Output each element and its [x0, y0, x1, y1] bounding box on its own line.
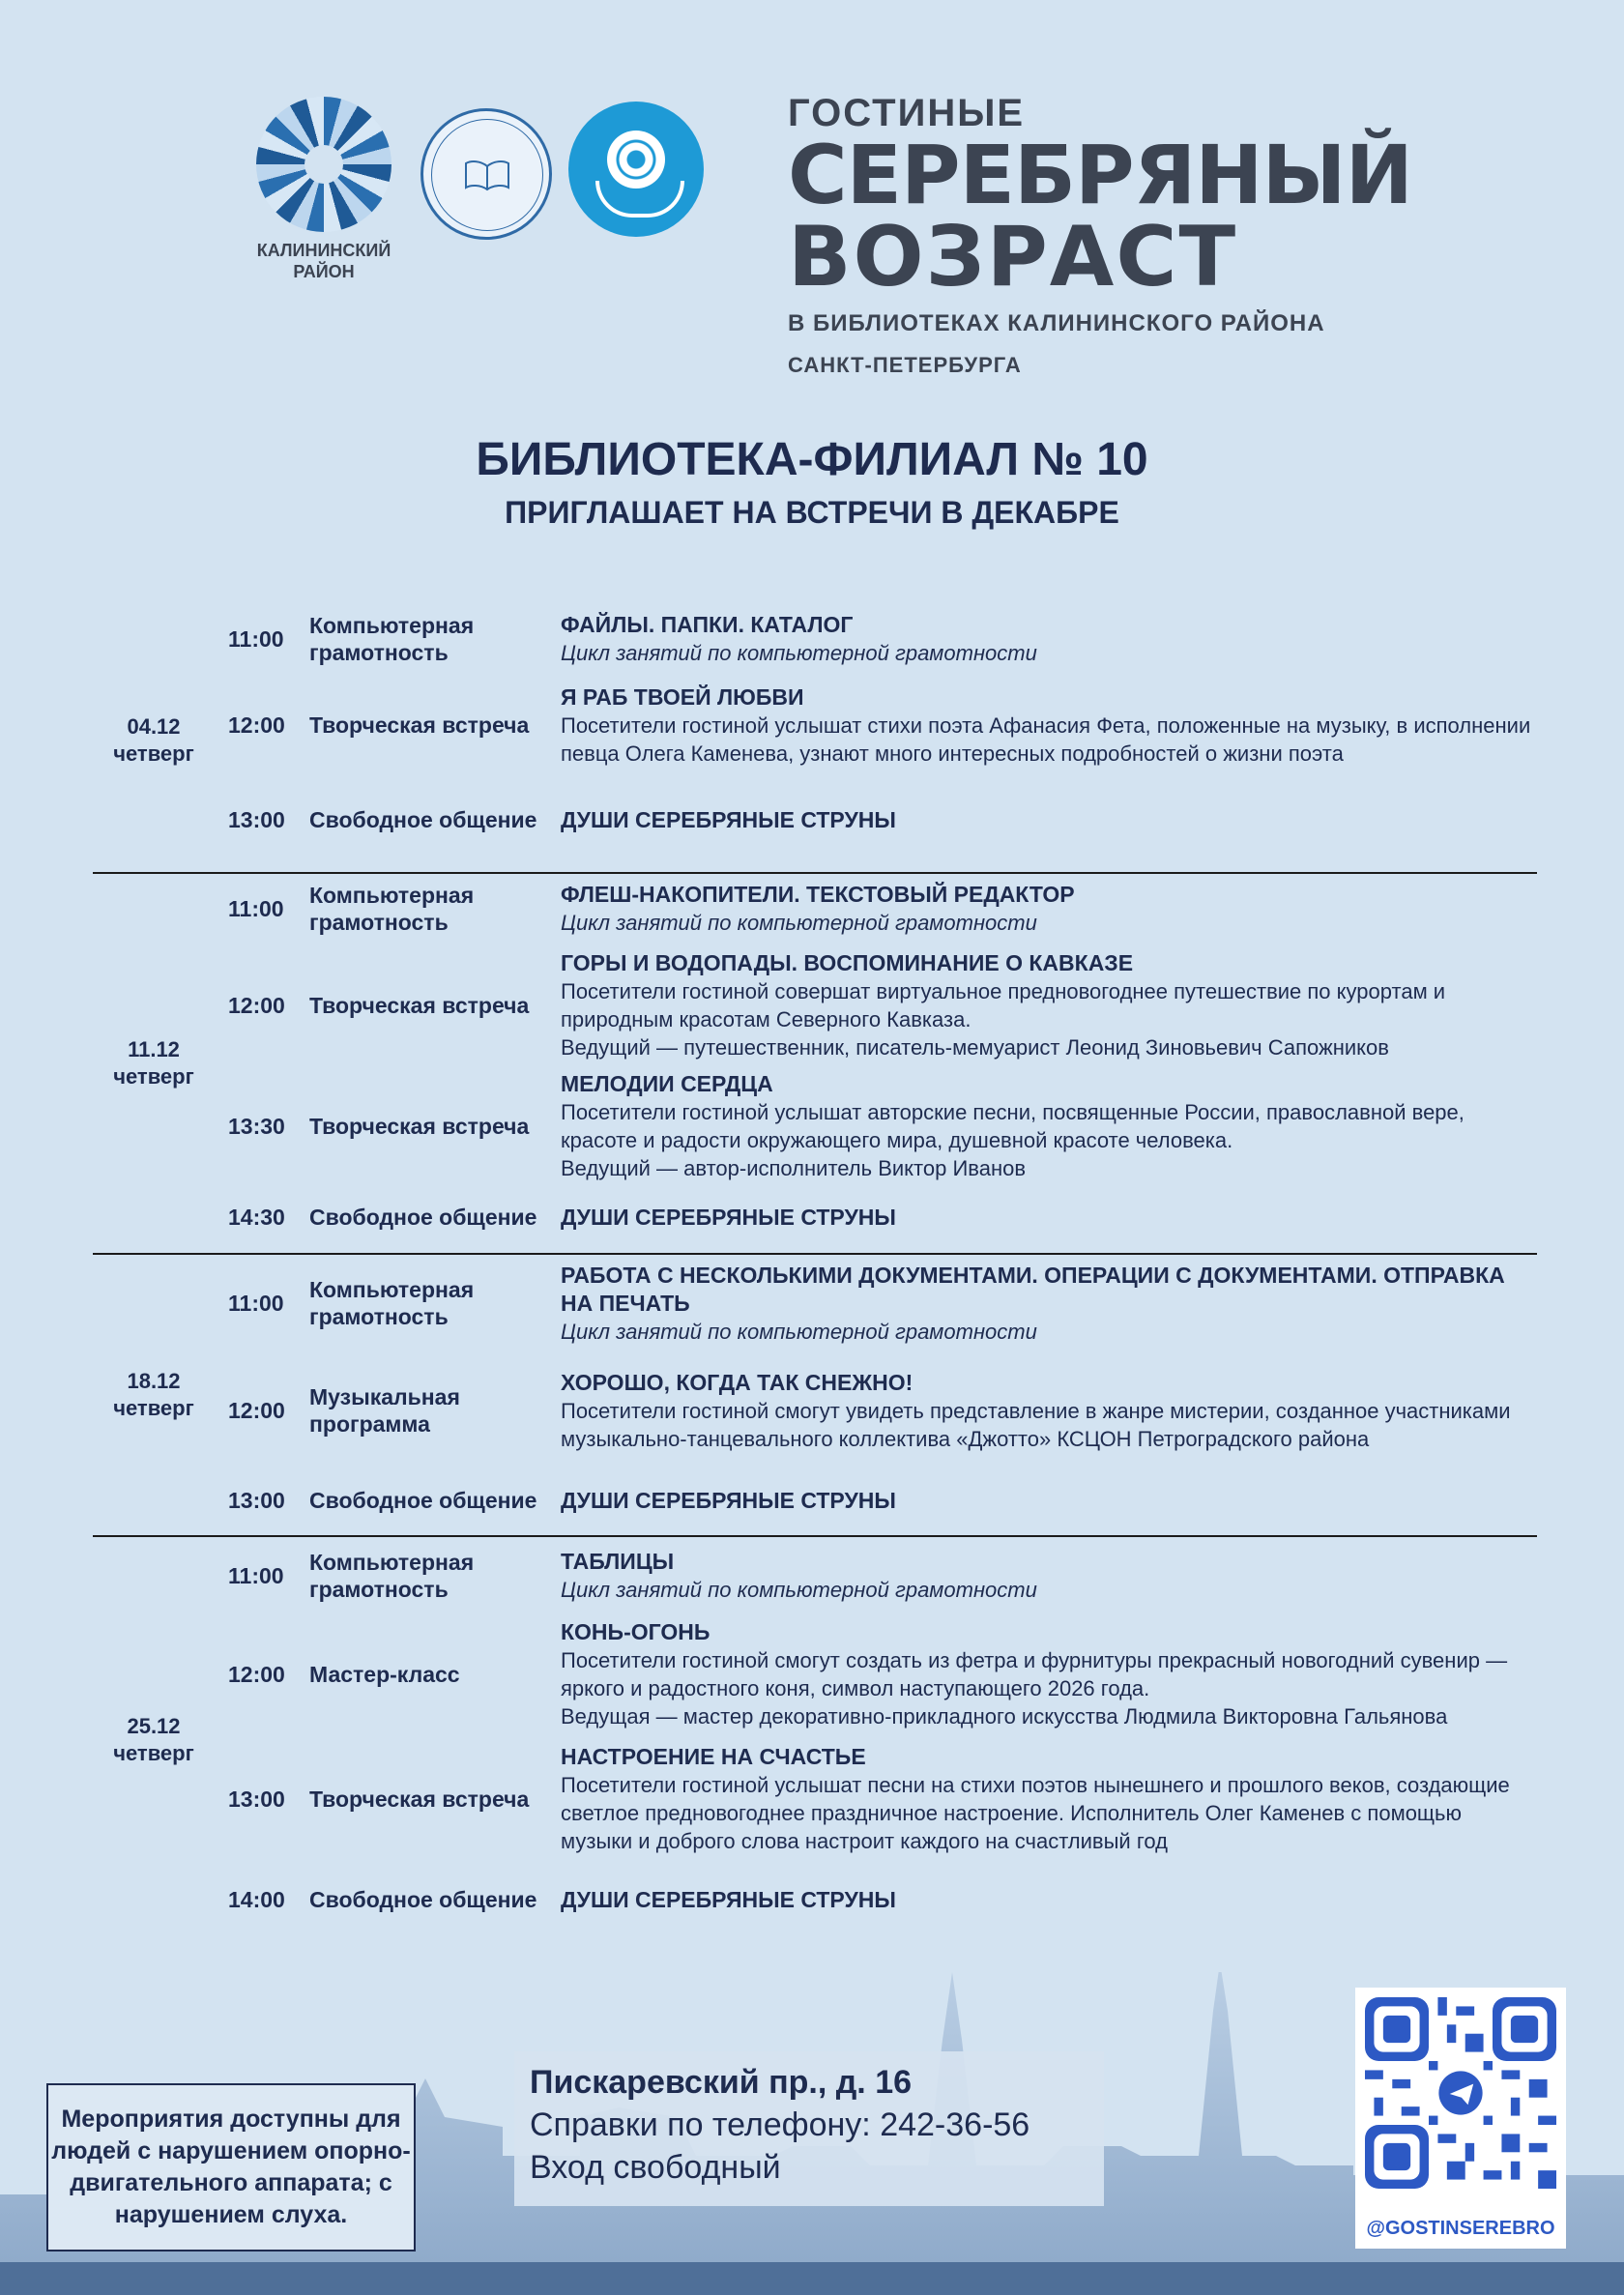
- day-label: [93, 1255, 215, 1535]
- event-row: [228, 781, 1537, 858]
- event-time: 14:00: [228, 1886, 285, 1912]
- open-book-icon: [463, 159, 511, 191]
- library-system-logo: [420, 108, 552, 240]
- event-title: ДУШИ СЕРЕБРЯНЫЕ СТРУНЫ: [561, 1886, 896, 1912]
- event-title: НАСТРОЕНИЕ НА СЧАСТЬЕ: [561, 1744, 866, 1769]
- event-description: Посетители гостиной услышат авторские песни, посвященные России, православной вере, красоте и радости окружающего мира, душевной красоте человека.: [561, 1100, 1464, 1152]
- event-row: [228, 1734, 1537, 1864]
- district-emblem-icon: [256, 97, 392, 232]
- event-description: Посетители гостиной услышат стихи поэта Афанасия Фета, положенные на музыку, в исполнении певца Олега Каменева, узнают много интересных подробностей о жизни поэта: [561, 712, 1531, 766]
- day-weekday: четверг: [113, 1064, 194, 1089]
- day-block: [93, 1255, 1537, 1537]
- brand-logo: [788, 92, 1412, 378]
- address-box: [514, 2051, 1104, 2206]
- event-type: Свободное общение: [309, 1205, 537, 1230]
- brand-line4: В БИБЛИОТЕКАХ КАЛИНИНСКОГО РАЙОНА: [788, 310, 1325, 336]
- event-time: 11:00: [228, 625, 284, 652]
- qr-code[interactable]: [1355, 1988, 1566, 2249]
- address: Пискаревский пр., д. 16: [530, 2064, 913, 2101]
- event-time: 12:00: [228, 712, 285, 738]
- entry-info: Вход свободный: [530, 2149, 781, 2186]
- brand-line5: САНКТ-ПЕТЕРБУРГА: [788, 353, 1022, 377]
- social-service-logo: [568, 102, 704, 237]
- day-label: [93, 874, 215, 1253]
- event-title: ФЛЕШ-НАКОПИТЕЛИ. ТЕКСТОВЫЙ РЕДАКТОР: [561, 882, 1075, 907]
- event-row: [228, 609, 1537, 669]
- event-type: Компьютерная грамотность: [309, 1277, 475, 1329]
- event-title: МЕЛОДИИ СЕРДЦА: [561, 1071, 773, 1096]
- event-time: 13:30: [228, 1113, 285, 1139]
- district-logo-line1: КАЛИНИНСКИЙ: [256, 241, 392, 260]
- event-description: Посетители гостиной смогут увидеть представление в жанре мистерии, созданное участниками музыкально-танцевального коллектива «Джотто» КСЦОН Петроградского района: [561, 1398, 1511, 1451]
- event-subtitle: Цикл занятий по компьютерной грамотности: [561, 641, 1037, 665]
- event-time: 11:00: [228, 895, 284, 921]
- day-date: 04.12: [127, 714, 181, 739]
- day-block: [93, 874, 1537, 1255]
- event-title: ТАБЛИЦЫ: [561, 1549, 675, 1574]
- event-row: [228, 1864, 1537, 1935]
- event-title: ДУШИ СЕРЕБРЯНЫЕ СТРУНЫ: [561, 806, 896, 832]
- district-logo-line2: РАЙОН: [293, 262, 355, 281]
- phone-info: Справки по телефону: 242-36-56: [530, 2106, 1030, 2143]
- telegram-handle[interactable]: @GOSTINSEREBRO: [1366, 2218, 1555, 2239]
- event-description: Посетители гостиной совершат виртуальное предновогоднее путешествие по курортам и природным красотам Северного Кавказа.: [561, 979, 1446, 1031]
- event-row: [228, 1614, 1537, 1734]
- hands-icon: [595, 181, 684, 218]
- event-type: Творческая встреча: [309, 712, 530, 738]
- day-weekday: четверг: [113, 1741, 194, 1765]
- event-type: Компьютерная грамотность: [309, 883, 475, 935]
- day-block: [93, 1537, 1537, 1943]
- event-host: Ведущий — путешественник, писатель-мемуарист Леонид Зиновьевич Сапожников: [561, 1035, 1389, 1060]
- event-row: [228, 1469, 1537, 1531]
- event-time: 13:00: [228, 1786, 285, 1812]
- event-row: [228, 1255, 1537, 1351]
- event-time: 11:00: [228, 1562, 284, 1588]
- event-row: [228, 1537, 1537, 1614]
- event-type: Творческая встреча: [309, 993, 530, 1018]
- flower-icon: [607, 131, 665, 189]
- day-weekday: четверг: [113, 741, 194, 766]
- event-host: Ведущий — автор-исполнитель Виктор Иванов: [561, 1156, 1027, 1180]
- event-host: Ведущая — мастер декоративно-прикладного искусства Людмила Викторовна Гальянова: [561, 1704, 1448, 1729]
- event-row: [228, 1185, 1537, 1249]
- day-label: [93, 609, 215, 872]
- schedule: [93, 609, 1537, 1943]
- brand-line1: ГОСТИНЫЕ: [788, 92, 1026, 134]
- event-subtitle: Цикл занятий по компьютерной грамотности: [561, 1578, 1037, 1602]
- event-row: [228, 669, 1537, 781]
- day-date: 25.12: [127, 1714, 181, 1738]
- event-title: ДУШИ СЕРЕБРЯНЫЕ СТРУНЫ: [561, 1487, 896, 1513]
- event-type: Творческая встреча: [309, 1787, 530, 1812]
- event-time: 12:00: [228, 992, 285, 1018]
- event-subtitle: Цикл занятий по компьютерной грамотности: [561, 1319, 1037, 1344]
- event-time: 11:00: [228, 1290, 284, 1316]
- event-time: 14:30: [228, 1204, 285, 1230]
- event-time: 12:00: [228, 1397, 285, 1423]
- event-row: [228, 874, 1537, 944]
- event-type: Свободное общение: [309, 807, 537, 832]
- event-time: 12:00: [228, 1661, 285, 1687]
- day-block: [93, 609, 1537, 874]
- event-subtitle: Цикл занятий по компьютерной грамотности: [561, 911, 1037, 935]
- event-title: КОНЬ-ОГОНЬ: [561, 1619, 710, 1644]
- event-title: ГОРЫ И ВОДОПАДЫ. ВОСПОМИНАНИЕ О КАВКАЗЕ: [561, 950, 1134, 975]
- brand-line2: СЕРЕБРЯНЫЙ: [788, 128, 1412, 222]
- day-date: 18.12: [127, 1369, 181, 1393]
- day-label: [93, 1537, 215, 1943]
- event-type: Свободное общение: [309, 1887, 537, 1912]
- event-type: Компьютерная грамотность: [309, 613, 475, 665]
- event-type: Мастер-класс: [309, 1662, 460, 1687]
- event-row: [228, 944, 1537, 1067]
- brand-line3: ВОЗРАСТ: [788, 209, 1238, 305]
- event-title: Я РАБ ТВОЕЙ ЛЮБВИ: [561, 683, 804, 710]
- qr-code-icon: [1365, 1997, 1556, 2189]
- day-weekday: четверг: [113, 1396, 194, 1420]
- event-title: РАБОТА С НЕСКОЛЬКИМИ ДОКУМЕНТАМИ. ОПЕРАЦИИ С ДОКУМЕНТАМИ. ОТПРАВКА НА ПЕЧАТЬ: [561, 1262, 1505, 1316]
- event-type: Творческая встреча: [309, 1114, 530, 1139]
- event-time: 13:00: [228, 806, 285, 832]
- event-type: Свободное общение: [309, 1488, 537, 1513]
- event-description: Посетители гостиной услышат песни на стихи поэтов нынешнего и прошлого веков, создающие светлое предновогоднее праздничное настроение. Исполнитель Олег Каменев с помощью музыки и доброго слова настроит каждого на счастливый год: [561, 1773, 1510, 1853]
- day-date: 11.12: [128, 1037, 180, 1061]
- event-time: 13:00: [228, 1487, 285, 1513]
- event-type: Компьютерная грамотность: [309, 1550, 475, 1602]
- event-row: [228, 1351, 1537, 1469]
- page-title: БИБЛИОТЕКА-ФИЛИАЛ № 10: [476, 434, 1148, 485]
- event-type: Музыкальная программа: [309, 1384, 460, 1437]
- event-title: ФАЙЛЫ. ПАПКИ. КАТАЛОГ: [561, 612, 854, 637]
- event-description: Посетители гостиной смогут создать из фетра и фурнитуры прекрасный новогодний сувенир — яркого и радостного коня, символ наступающего 2026 года.: [561, 1648, 1508, 1700]
- accessibility-note: Мероприятия доступны для людей с нарушением опорно-двигательного аппарата; с нарушением слуха.: [46, 2083, 416, 2251]
- event-title: ХОРОШО, КОГДА ТАК СНЕЖНО!: [561, 1369, 914, 1395]
- page-subtitle: ПРИГЛАШАЕТ НА ВСТРЕЧИ В ДЕКАБРЕ: [505, 495, 1119, 530]
- event-title: ДУШИ СЕРЕБРЯНЫЕ СТРУНЫ: [561, 1204, 896, 1230]
- kalininsky-district-logo: [246, 97, 401, 282]
- event-row: [228, 1067, 1537, 1185]
